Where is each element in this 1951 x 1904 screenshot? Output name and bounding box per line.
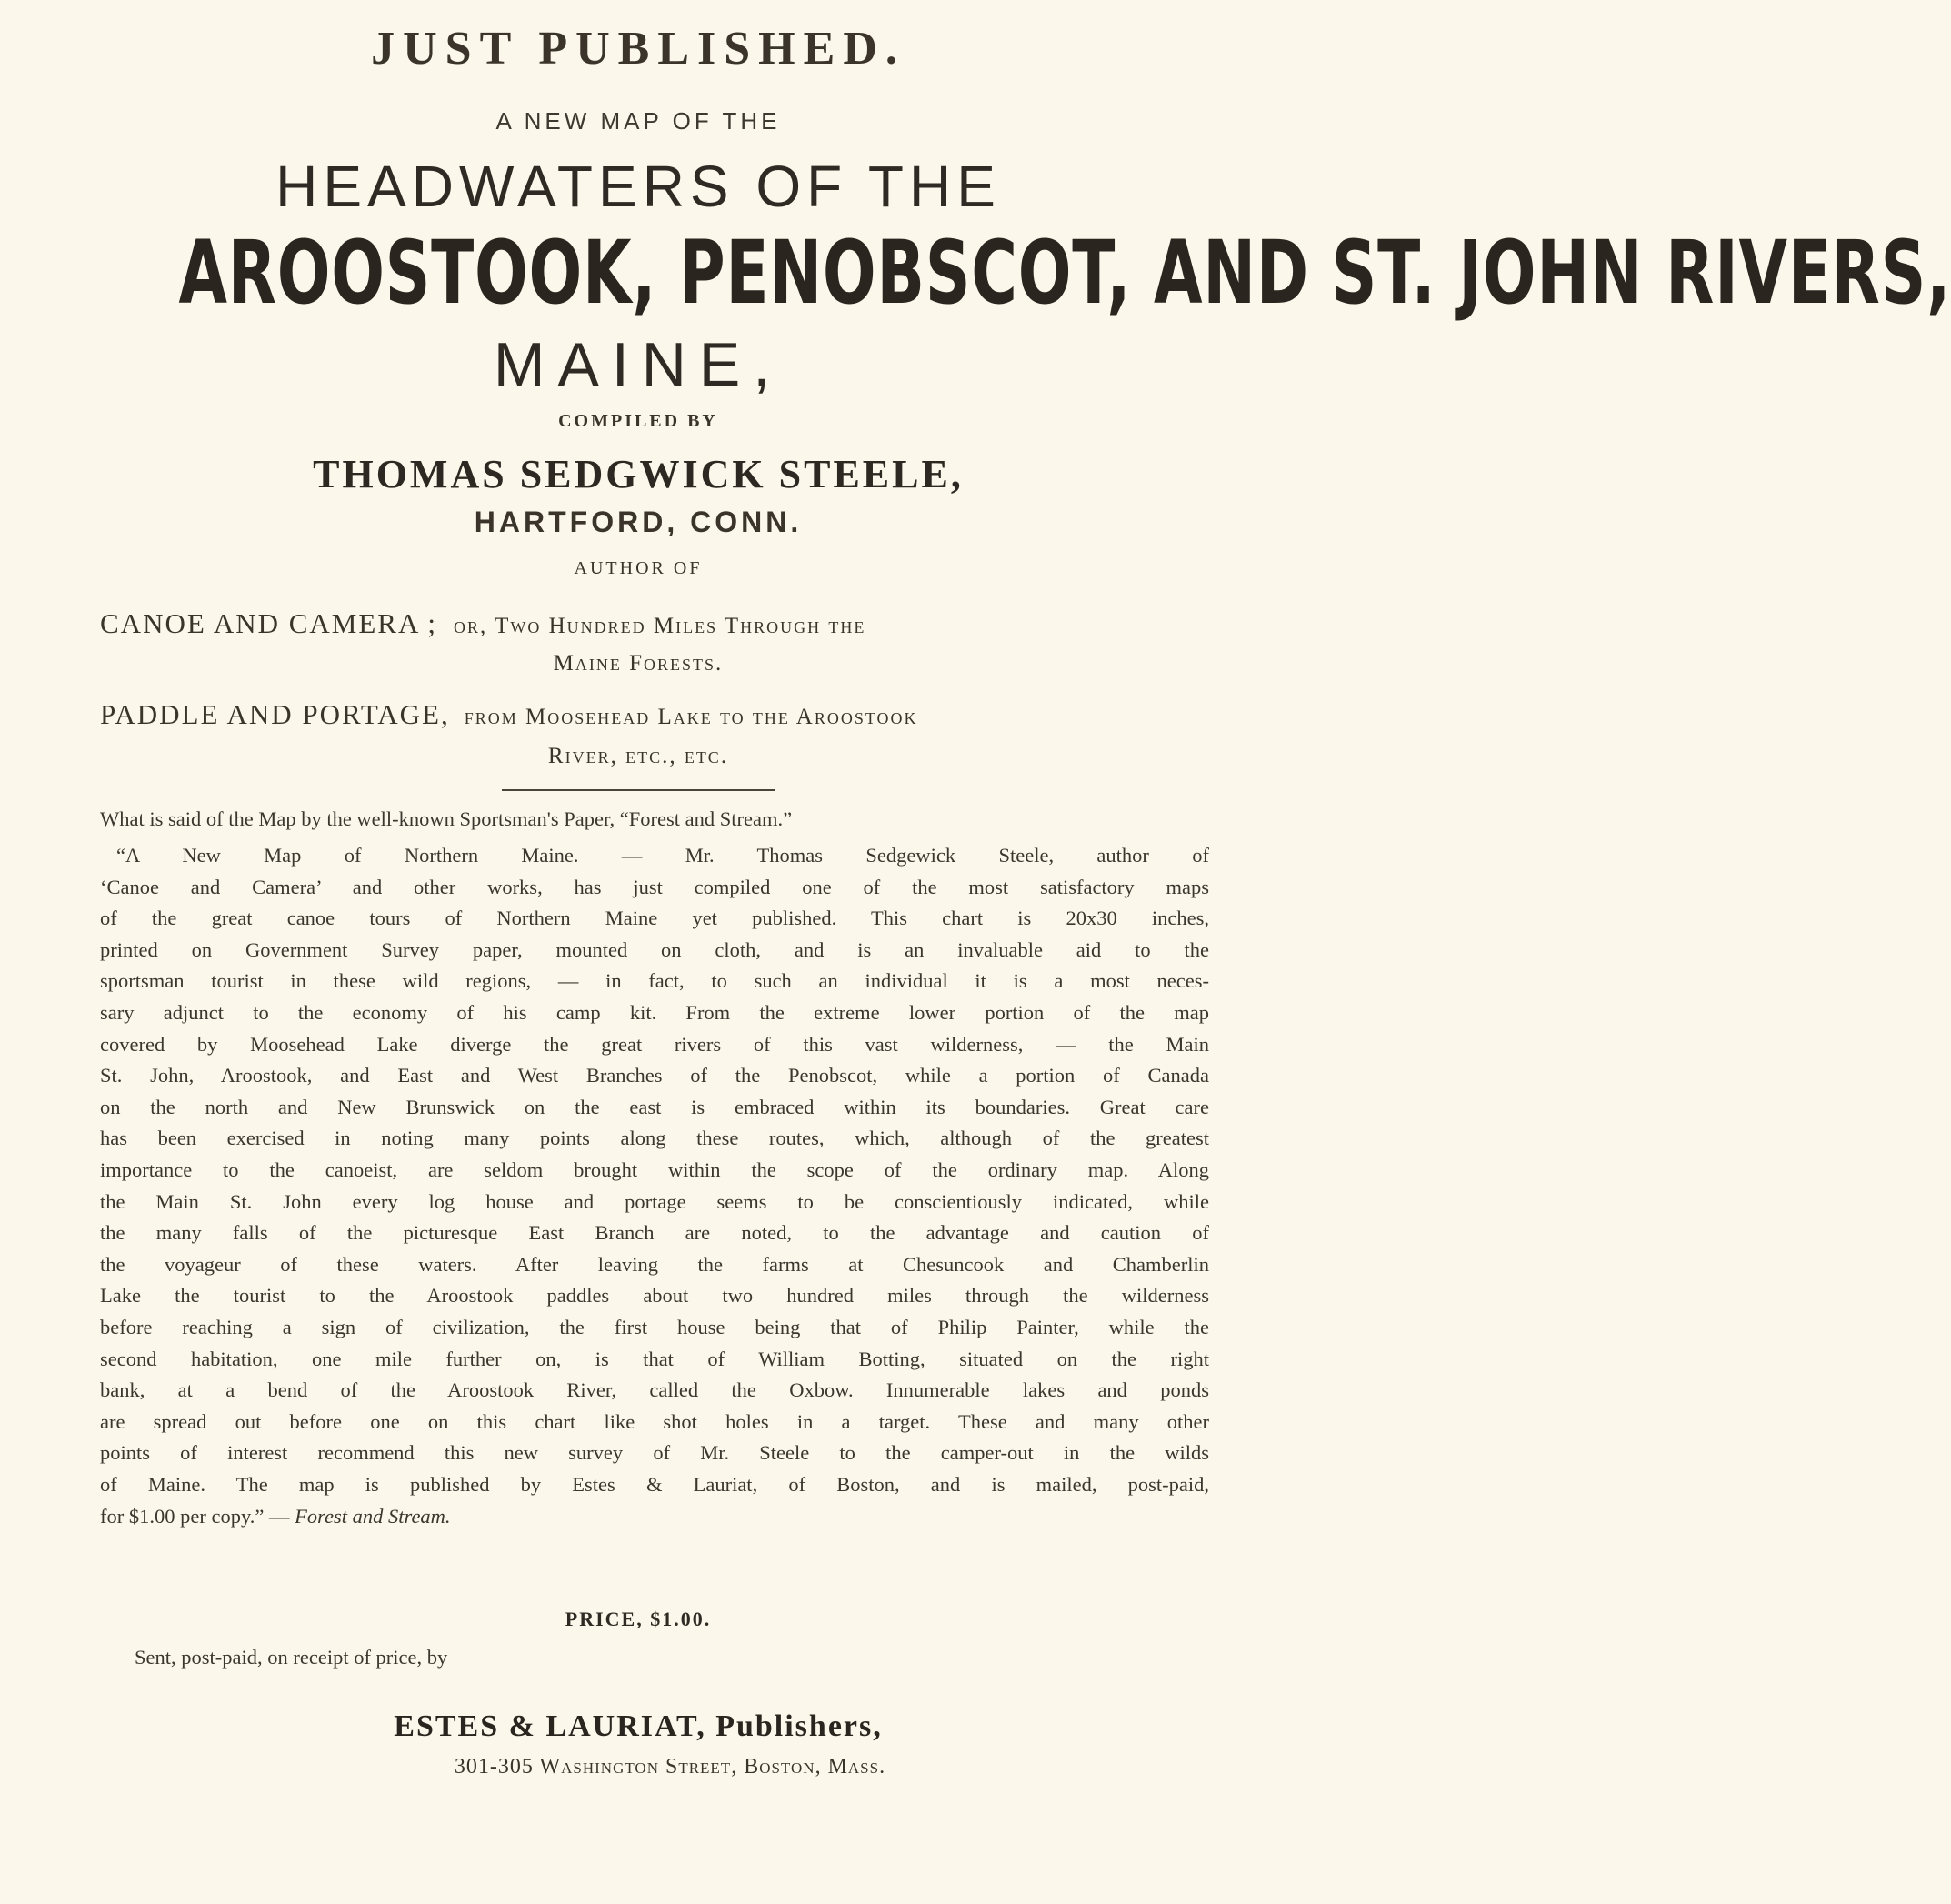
state-heading: MAINE,	[493, 330, 784, 399]
just-published-heading: JUST PUBLISHED.	[371, 23, 905, 75]
review-line: before reaching a sign of civilization, the first house being that of Philip Painter, while the	[100, 1316, 1209, 1338]
review-line: St. John, Aroostook, and East and West Branches of the Penobscot, while a portion of Canada	[100, 1064, 1209, 1087]
compiled-by-label: COMPILED BY	[558, 411, 718, 431]
review-last-line	[100, 1503, 1209, 1530]
review-line: importance to the canoeist, are seldom brought within the scope of the ordinary map. Along	[100, 1158, 1209, 1181]
price-line: PRICE, $1.00.	[565, 1608, 712, 1630]
review-line: are spread out before one on this chart like shot holes in a target. These and many other	[100, 1409, 1209, 1433]
review-line: printed on Government Survey paper, mounted on cloth, and is an invaluable aid to the	[100, 937, 1209, 961]
author-of-label: AUTHOR OF	[574, 558, 703, 578]
review-line: the voyageur of these waters. After leaving the farms at Chesuncook and Chamberlin	[100, 1252, 1209, 1276]
review-line: of the great canoe tours of Northern Maine yet published. This chart is 20x30 inches,	[100, 907, 1209, 930]
review-line: second habitation, one mile further on, is that of William Botting, situated on the right	[100, 1347, 1209, 1370]
review-line: the many falls of the picturesque East Branch are noted, to the advantage and caution of	[100, 1221, 1209, 1245]
review-line: the Main St. John every log house and portage seems to be conscientiously indicated, while	[100, 1189, 1209, 1213]
book-subtitle-continued	[0, 744, 1276, 769]
book-entry-canoe	[100, 607, 1209, 640]
book-subtitle-continued	[0, 651, 1276, 676]
review-line: sportsman tourist in these wild regions, — in fact, to such an individual it is a most neces-	[100, 969, 1209, 993]
review-line: covered by Moosehead Lake diverge the great rivers of this vast wilderness, — the Main	[100, 1032, 1209, 1056]
review-line: ‘Canoe and Camera’ and other works, has just compiled one of the most satisfactory maps	[100, 875, 1209, 898]
review-source: Forest and Stream.	[295, 1504, 451, 1528]
review-line: has been exercised in noting many points along these routes, which, although of the greatest	[100, 1127, 1209, 1150]
book-subtitle: from Moosehead Lake to the Aroostook	[464, 705, 918, 729]
a-new-map-line: A NEW MAP OF THE	[495, 107, 781, 135]
author-city: HARTFORD, CONN.	[474, 506, 803, 538]
review-line: bank, at a bend of the Aroostook River, called the Oxbow. Innumerable lakes and ponds	[100, 1378, 1209, 1402]
publisher-address: 301-305 Washington Street, Boston, Mass.	[454, 1755, 886, 1779]
book-title: PADDLE AND PORTAGE,	[100, 698, 450, 730]
sent-line: Sent, post-paid, on receipt of price, by	[135, 1646, 448, 1669]
headwaters-heading: HEADWATERS OF THE	[275, 154, 1001, 219]
review-closing-text: for $1.00 per copy.” —	[100, 1504, 290, 1528]
divider-rule	[502, 789, 775, 791]
book-entry-paddle	[100, 698, 1209, 731]
review-line: sary adjunct to the economy of his camp kit. From the extreme lower portion of the map	[100, 1001, 1209, 1024]
review-line: of Maine. The map is published by Estes & Lauriat, of Boston, and is mailed, post-paid,	[100, 1473, 1209, 1496]
review-intro: What is said of the Map by the well-known Sportsman's Paper, “Forest and Stream.”	[100, 807, 793, 830]
rivers-heading: AROOSTOOK, PENOBSCOT, AND ST. JOHN RIVERS,	[178, 222, 1951, 324]
author-name: THOMAS SEDGWICK STEELE,	[313, 452, 964, 496]
book-subtitle: or, Two Hundred Miles Through the	[454, 614, 866, 638]
review-line: Lake the tourist to the Aroostook paddles about two hundred miles through the wilderness	[100, 1284, 1209, 1308]
review-line: on the north and New Brunswick on the east is embraced within its boundaries. Great care	[100, 1095, 1209, 1118]
review-line: points of interest recommend this new survey of Mr. Steele to the camper-out in the wilds	[100, 1441, 1209, 1465]
publisher-name: ESTES & LAURIAT, Publishers,	[394, 1709, 883, 1743]
book-subtitle-end: River, etc., etc.	[547, 744, 729, 768]
review-line: “A New Map of Northern Maine. — Mr. Thomas Sedgewick Steele, author of	[116, 844, 1209, 867]
book-subtitle-end: Maine Forests.	[553, 651, 724, 676]
book-title: CANOE AND CAMERA ;	[100, 607, 438, 639]
